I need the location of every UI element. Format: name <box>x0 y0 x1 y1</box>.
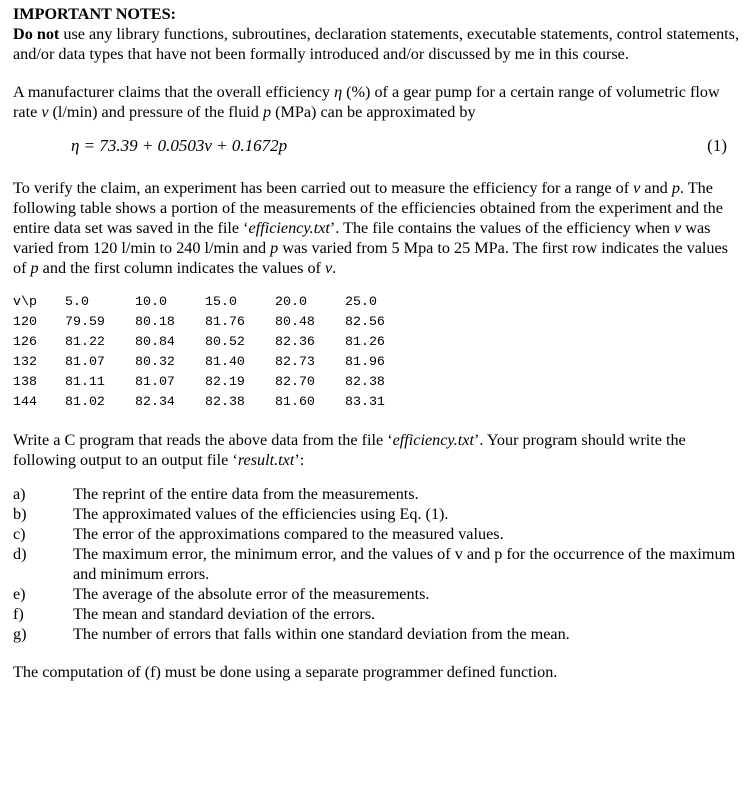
list-item: e) The average of the absolute error of the measurements. <box>13 585 430 603</box>
table-cell: 82.19 <box>205 374 245 389</box>
notes-heading: IMPORTANT NOTES: <box>13 5 176 23</box>
list-item: g) The number of errors that falls within one standard deviation from the mean. <box>13 625 570 643</box>
table-cell: 80.18 <box>135 314 175 329</box>
table-cell: 81.22 <box>65 334 105 349</box>
table-cell: 82.56 <box>345 314 385 329</box>
table-cell: 80.52 <box>205 334 245 349</box>
notes-text: Do not use any library functions, subroutines, declaration statements, executable statements, control statements, and/or data types that have not been formally introduced and/or discussed by me in this course. <box>13 25 740 63</box>
footer-note: The computation of (f) must be done using a separate programmer defined function. <box>13 663 558 681</box>
table-cell: 83.31 <box>345 394 385 409</box>
table-cell: 120 <box>13 314 37 329</box>
table-cell: 82.34 <box>135 394 175 409</box>
table-cell: 144 <box>13 394 37 409</box>
table-cell: 80.32 <box>135 354 175 369</box>
table-cell: 82.73 <box>275 354 315 369</box>
list-item: b) The approximated values of the efficiencies using Eq. (1). <box>13 505 449 523</box>
efficiency-equation: η = 73.39 + 0.0503v + 0.1672p <box>71 136 288 155</box>
table-cell: 82.38 <box>345 374 385 389</box>
table-cell: 132 <box>13 354 37 369</box>
table-header-cell: 15.0 <box>205 294 237 309</box>
table-cell: 81.07 <box>135 374 175 389</box>
table-cell: 126 <box>13 334 37 349</box>
table-cell: 138 <box>13 374 37 389</box>
table-cell: 80.48 <box>275 314 315 329</box>
list-item: f) The mean and standard deviation of the errors. <box>13 605 376 623</box>
table-header-cell: 25.0 <box>345 294 377 309</box>
table-header-cell: 20.0 <box>275 294 307 309</box>
table-cell: 82.38 <box>205 394 245 409</box>
table-cell: 81.07 <box>65 354 105 369</box>
intro-paragraph: A manufacturer claims that the overall efficiency η (%) of a gear pump for a certain range of volumetric flow rate v (l/min) and pressure of the fluid p (MPa) can be approximated by <box>13 83 720 121</box>
table-row <box>13 372 415 392</box>
efficiency-data-table <box>13 292 415 412</box>
task-paragraph: Write a C program that reads the above data from the file ‘efficiency.txt’. Your program should write the following output to an output file ‘result.txt’: <box>13 431 686 469</box>
table-cell: 79.59 <box>65 314 105 329</box>
document-page <box>13 4 739 682</box>
table-cell: 81.60 <box>275 394 315 409</box>
table-cell: 81.76 <box>205 314 245 329</box>
table-cell: 82.70 <box>275 374 315 389</box>
verify-paragraph: To verify the claim, an experiment has been carried out to measure the efficiency for a range of v and p. The following table shows a portion of the measurements of the efficiencies obtained from the experiment and the entire data set was saved in the file ‘efficiency.txt’. The file contains the values of the efficiency when v was varied from 120 l/min to 240 l/min and p was varied from 5 Mpa to 25 MPa. The first row indicates the values of p and the first column indicates the values of v. <box>13 179 728 277</box>
notes-bold-lead: Do not <box>13 25 60 43</box>
table-cell: 81.40 <box>205 354 245 369</box>
table-header-row <box>13 292 415 312</box>
equation-line <box>13 136 739 160</box>
table-row <box>13 312 415 332</box>
table-cell: 82.36 <box>275 334 315 349</box>
equation-number: (1) <box>707 136 727 155</box>
table-row <box>13 352 415 372</box>
table-cell: 81.11 <box>65 374 105 389</box>
important-notes <box>13 4 739 64</box>
list-item: c) The error of the approximations compared to the measured values. <box>13 525 504 543</box>
table-cell: 81.02 <box>65 394 105 409</box>
table-header-cell: 5.0 <box>65 294 89 309</box>
table-header-cell: 10.0 <box>135 294 167 309</box>
table-header-cell: v\p <box>13 294 37 309</box>
list-item: a) The reprint of the entire data from the measurements. <box>13 485 419 503</box>
table-row <box>13 332 415 352</box>
list-item: d) The maximum error, the minimum error, and the values of v and p for the occurrence of the maximum and minimum errors. <box>13 545 736 583</box>
table-cell: 80.84 <box>135 334 175 349</box>
table-cell: 81.26 <box>345 334 385 349</box>
table-cell: 81.96 <box>345 354 385 369</box>
requirements-list <box>13 484 739 644</box>
table-row <box>13 392 415 412</box>
